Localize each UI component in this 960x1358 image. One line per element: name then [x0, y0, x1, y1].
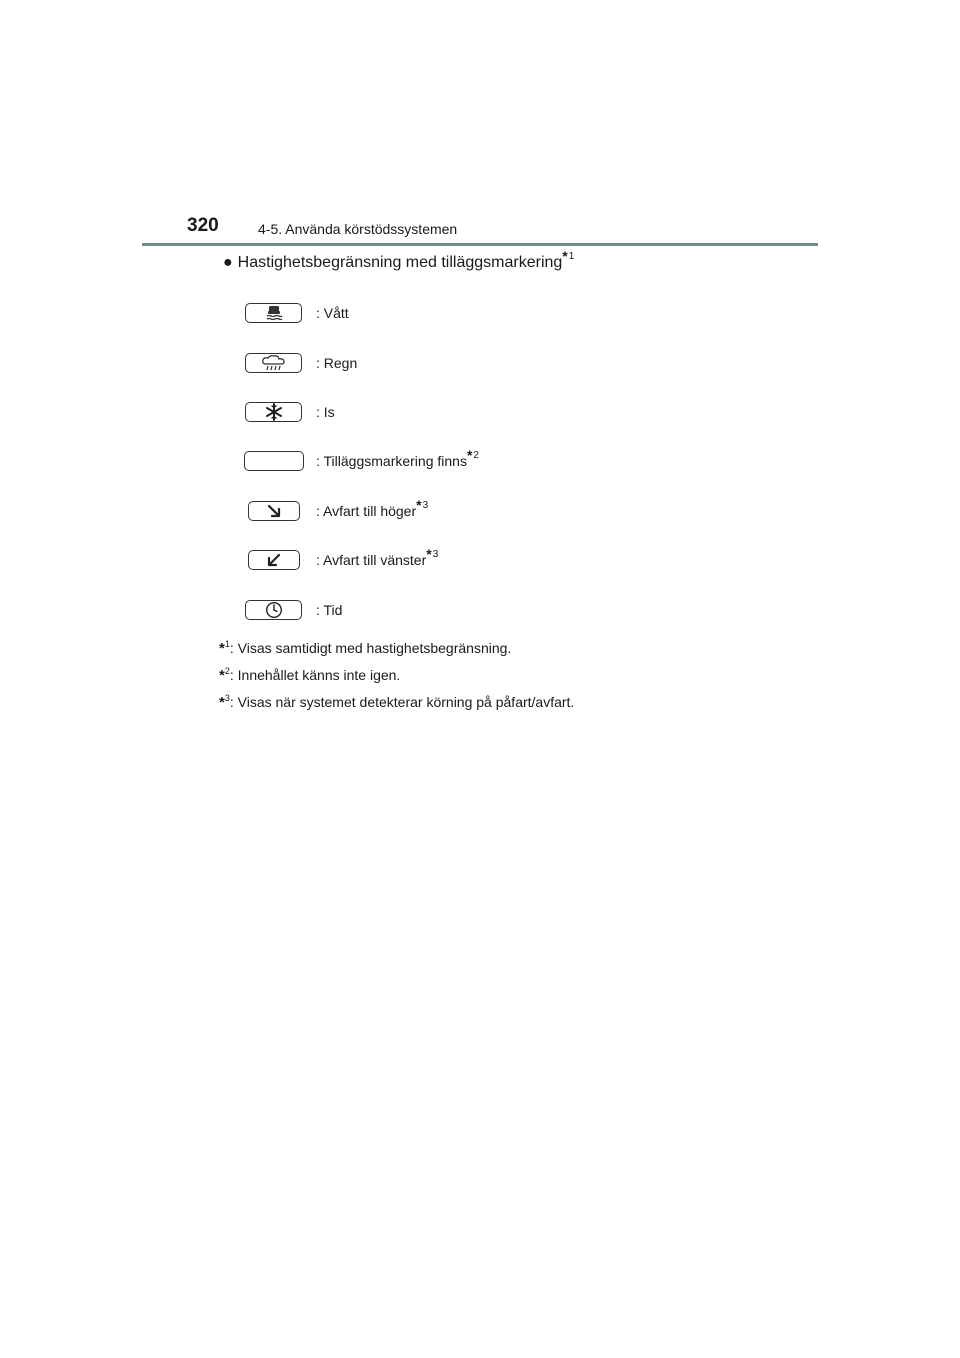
- heading: [223, 248, 575, 272]
- header-rule: [142, 243, 818, 246]
- footnote-2: [219, 667, 400, 684]
- footnote-num: 3: [224, 693, 230, 703]
- clock-icon: [245, 600, 302, 620]
- icon-row-exit-left: [0, 546, 960, 580]
- blank-sign-icon: [244, 451, 304, 471]
- footnote-star: *: [219, 667, 225, 684]
- heading-note: 1: [568, 251, 575, 262]
- section-title: 4-5. Använda körstödssystemen: [258, 221, 458, 237]
- footnote-num: 1: [224, 639, 230, 649]
- rain-cloud-icon: [245, 353, 302, 373]
- label-text: : Avfart till vänster: [316, 552, 427, 568]
- arrow-down-right-icon: [248, 501, 300, 521]
- label-note: 3: [422, 500, 429, 511]
- label-star: *: [416, 497, 422, 513]
- bullet: ●: [223, 254, 233, 271]
- wet-road-icon: [245, 303, 302, 323]
- label-note: 2: [473, 450, 479, 461]
- footnote-text: : Visas när systemet detekterar körning på påfart/avfart.: [229, 694, 575, 710]
- label-note: 3: [432, 549, 439, 560]
- icon-label: [316, 497, 429, 519]
- icon-row-exit-right: [0, 497, 960, 531]
- heading-text: Hastighetsbegränsning med tilläggsmarkering: [237, 254, 563, 271]
- footnote-num: 2: [224, 666, 230, 676]
- icon-row-rain: [0, 353, 960, 383]
- footnote-1: [219, 640, 511, 657]
- icon-row-wet: [0, 303, 960, 333]
- footnote-star: *: [219, 640, 225, 657]
- icon-label: [316, 447, 479, 469]
- icon-row-time: [0, 600, 960, 630]
- footnote-text: : Innehållet känns inte igen.: [229, 667, 401, 683]
- icon-row-ice: [0, 402, 960, 432]
- footnote-text: : Visas samtidigt med hastighetsbegränsning.: [229, 640, 512, 656]
- label-star: *: [466, 447, 473, 463]
- icon-label: : Regn: [316, 355, 358, 371]
- label-text: : Tilläggsmarkering finns: [316, 453, 467, 469]
- label-star: *: [426, 546, 432, 562]
- label-text: : Avfart till höger: [316, 503, 417, 519]
- icon-label: : Is: [316, 404, 335, 420]
- icon-row-additional: [0, 447, 960, 481]
- footnote-3: [219, 694, 574, 711]
- heading-star: *: [562, 248, 568, 264]
- icon-label: : Tid: [316, 602, 343, 618]
- icon-label: : Vått: [316, 305, 349, 321]
- arrow-down-left-icon: [248, 550, 300, 570]
- snowflake-icon: [245, 402, 302, 422]
- page-number: 320: [187, 215, 219, 236]
- footnote-star: *: [219, 694, 225, 711]
- icon-label: [316, 546, 439, 568]
